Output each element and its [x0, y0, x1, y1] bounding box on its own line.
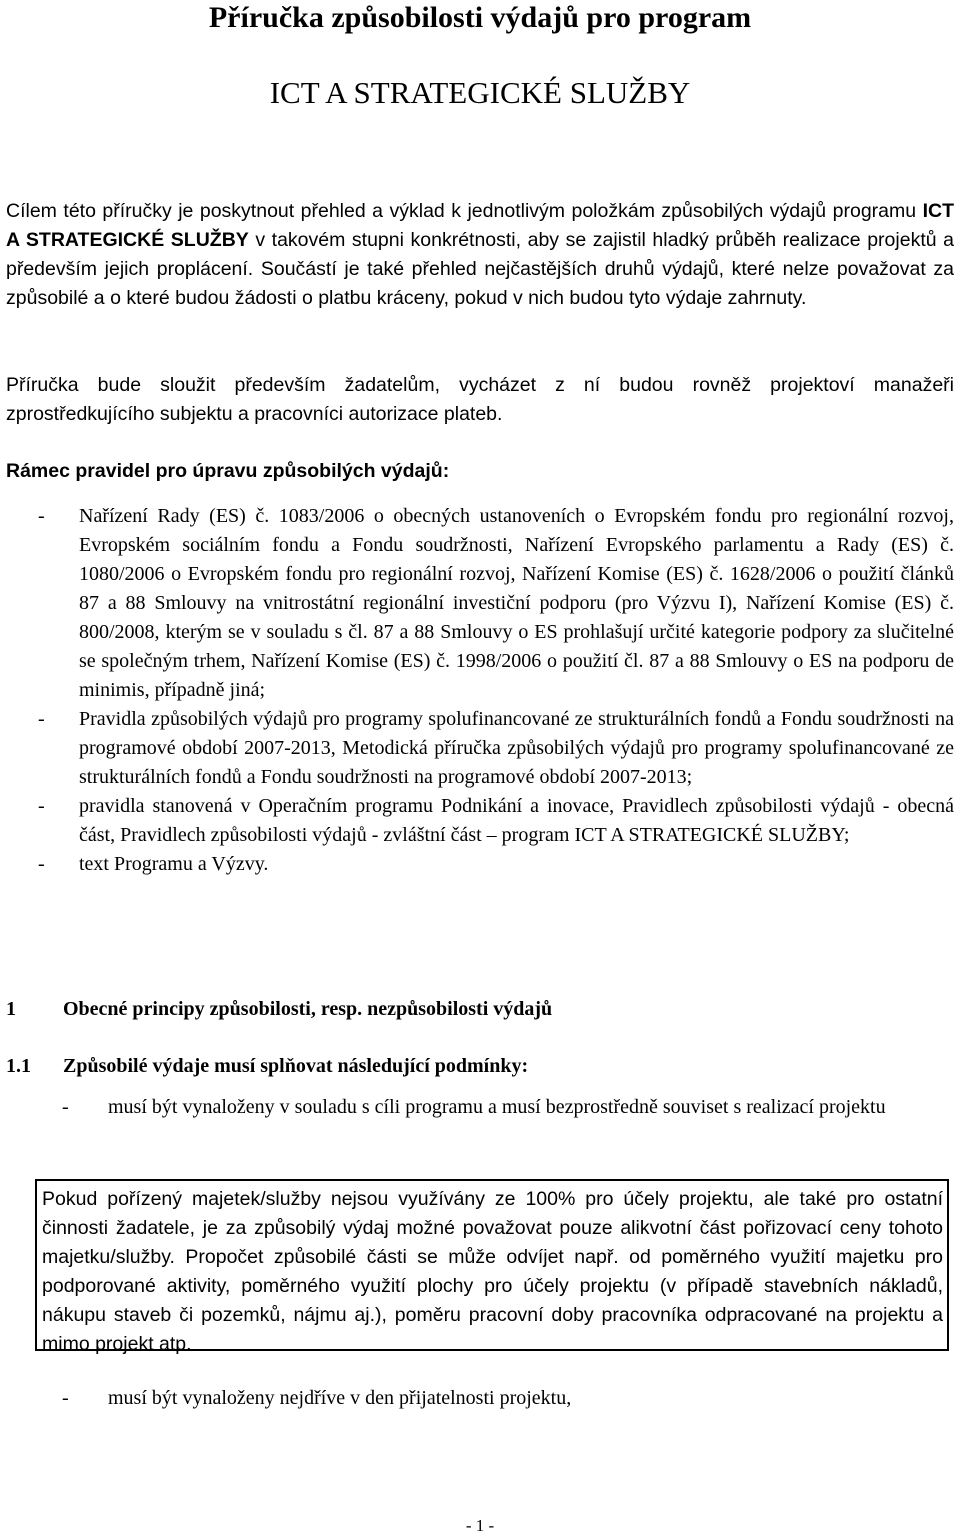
intro-paragraph — [6, 197, 954, 313]
section-heading-1 — [6, 994, 552, 1024]
list-dash: - — [62, 1387, 69, 1409]
list-item — [6, 502, 954, 705]
usage-paragraph: Příručka bude sloužit především žadatelům, vycházet z ní budou rovněž projektoví manažeři zprostředkujícího subjektu a pracovníci autorizace plateb. — [6, 374, 954, 425]
document-title: Příručka způsobilosti výdajů pro program — [208, 1, 752, 34]
list-item-text: musí být vynaloženy v souladu s cíli programu a musí bezprostředně souviset s realizací projektu — [108, 1096, 886, 1118]
rules-heading: Rámec pravidel pro úpravu způsobilých výdajů: — [6, 460, 450, 482]
rules-list — [6, 502, 954, 879]
list-item — [6, 1384, 954, 1413]
intro-text-end: v takovém stupni konkrétnosti, aby se zajistil hladký průběh realizace projektů a především jejich proplácení. Součástí je také přehled nejčastějších druhů výdajů, které nelze považovat za způsobilé a o které budou žádosti o platbu kráceny, pokud v nich budou tyto výdaje zahrnuty. — [6, 229, 954, 309]
list-item — [6, 850, 954, 879]
section-number: 1.1 — [6, 1055, 31, 1077]
intro-program-name: ICT A STRATEGICKÉ SLUŽBY — [6, 200, 954, 251]
list-dash: - — [38, 795, 45, 817]
note-box: Pokud pořízený majetek/služby nejsou využívány ze 100% pro účely projektu, ale také pro ostatní činnosti žadatele, je za způsobilý výdaj možné považovat pouze alikvotní část pořizovací ceny tohoto majetku/služby. Propočet způsobilé části se může odvíjet např. od poměrného využití majetku pro podporované aktivity, poměrného využití plochy pro účely projektu (v případě stavebních nákladů, nákupu staveb či pozemků, nájmu aj.), poměru pracovní doby pracovníka odpracované na projektu a mimo projekt atp. — [35, 1179, 949, 1351]
list-dash: - — [38, 505, 45, 527]
program-title: ICT A STRATEGICKÉ SLUŽBY — [269, 75, 691, 110]
section-number: 1 — [6, 998, 16, 1020]
list-item — [6, 705, 954, 792]
list-item-text: musí být vynaloženy nejdříve v den přijatelnosti projektu, — [108, 1387, 572, 1409]
section-title: Způsobilé výdaje musí splňovat následující podmínky: — [63, 1055, 529, 1077]
list-dash: - — [62, 1096, 69, 1118]
section-title: Obecné principy způsobilosti, resp. nezpůsobilosti výdajů — [63, 998, 553, 1020]
page-number: - 1 - — [465, 1516, 495, 1535]
list-item-text: Nařízení Rady (ES) č. 1083/2006 o obecných ustanoveních o Evropském fondu pro regionální rozvoj, Evropském sociálním fondu a Fondu soudržnosti, Nařízení Evropského parlamentu a Rady (ES) č. 1080/2006 o Evropském fondu pro regionální rozvoj, Nařízení Komise (ES) č. 1628/2006 o použití článků 87 a 88 Smlouvy na vnitrostátní regionální investiční podporu (pro Výzvu I), Nařízení Komise (ES) č. 800/2008, kterým se v souladu s čl. 87 a 88 Smlouvy o ES prohlašují určité kategorie podpory za slučitelné se společným trhem, Nařízení Komise (ES) č. 1998/2006 o použití čl. 87 a 88 Smlouvy o ES na podporu de minimis, případně jiná; — [79, 505, 954, 701]
section-heading-1-1 — [6, 1051, 528, 1081]
conditions-list — [6, 1093, 954, 1122]
list-dash: - — [38, 708, 45, 730]
list-item-text: pravidla stanovená v Operačním programu Podnikání a inovace, Pravidlech způsobilosti výdajů - obecná část, Pravidlech způsobilosti výdajů - zvláštní část – program ICT A STRATEGICKÉ SLUŽBY; — [79, 795, 954, 846]
list-dash: - — [38, 853, 45, 875]
list-item — [6, 792, 954, 850]
intro-text-start: Cílem této příručky je poskytnout přehled a výklad k jednotlivým položkám způsobilých výdajů programu — [6, 200, 923, 222]
list-item-text: text Programu a Výzvy. — [79, 853, 269, 875]
list-item — [6, 1093, 954, 1122]
conditions-list-continued — [6, 1384, 954, 1413]
list-item-text: Pravidla způsobilých výdajů pro programy spolufinancované ze strukturálních fondů a Fondu soudržnosti na programové období 2007-2013, Metodická příručka způsobilých výdajů pro programy spolufinancované ze strukturálních fondů a Fondu soudržnosti na programové období 2007-2013; — [79, 708, 954, 788]
